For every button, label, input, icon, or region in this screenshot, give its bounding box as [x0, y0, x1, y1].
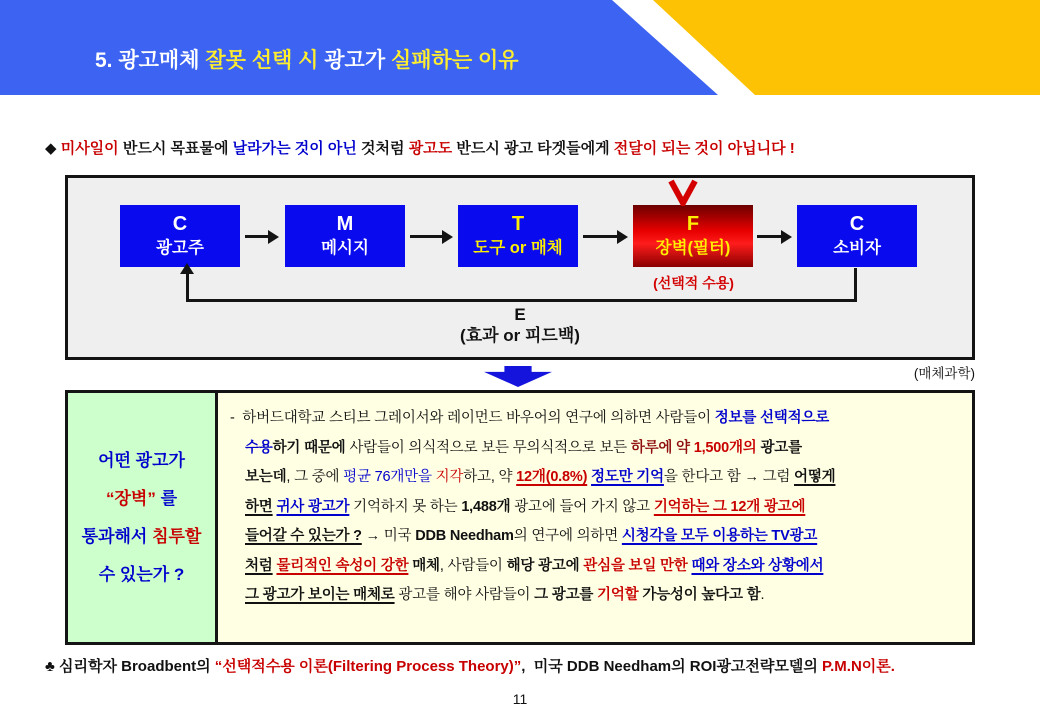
text-segment: 정보를 선택적으로: [714, 410, 830, 426]
text-segment: 어떻게: [794, 469, 836, 485]
diagram-box-message: [285, 205, 405, 267]
text-segment: 1,500개의: [693, 439, 757, 456]
explanation-line: [230, 522, 966, 552]
box-label: 도구 or 매체: [473, 239, 563, 257]
feedback-line: [186, 273, 189, 300]
flow-diagram: [65, 175, 975, 360]
diagram-box-filter: [633, 205, 753, 267]
question-line: [82, 518, 202, 556]
media-science-note: (매체과학): [913, 366, 975, 381]
text-segment: ♣ 심리학자 Broadbent의: [45, 658, 215, 675]
explanation-line: [230, 581, 966, 611]
text-segment: 들어갈 수 있는가 ?: [245, 528, 362, 544]
explanation-line: [230, 552, 966, 582]
text-segment: 잘못 선택 시: [205, 49, 319, 73]
text-segment: 반드시 목표물에: [118, 140, 233, 157]
feedback-line: [186, 299, 857, 302]
text-segment: - 하버드대학교 스티브 그레이서와 레이먼드 바우어의 연구에 의하면 사람들이: [230, 410, 715, 426]
text-segment: 매체: [412, 557, 440, 574]
slide-title: [95, 44, 519, 74]
page-number: 11: [512, 691, 528, 707]
text-segment: 지각: [435, 469, 464, 485]
text-segment: “장벽”: [105, 488, 161, 508]
text-segment: 광고가: [318, 49, 391, 73]
text-segment: 하루에 약: [630, 439, 690, 456]
text-segment: 사람들이 의식적으로 보든 무의식적으로 보든: [345, 439, 631, 456]
question-line: [98, 442, 185, 480]
text-segment: 실패하는 이유: [390, 49, 519, 73]
flow-arrow-icon: [583, 235, 618, 238]
box-letter: F: [686, 213, 700, 235]
text-segment: 12개(0.8%): [516, 469, 588, 485]
text-segment: 의 연구에 의하면: [513, 528, 622, 544]
question-line: [99, 556, 185, 594]
text-segment: 평균 76개만을: [343, 469, 432, 485]
text-segment: 귀사 광고가: [276, 498, 350, 515]
text-segment: 하면: [245, 498, 273, 515]
explanation-line: [230, 404, 966, 434]
text-segment: 광고도: [408, 140, 453, 157]
text-segment: 반드시 광고 타겟들에게: [452, 140, 614, 157]
text-segment: 미사일이: [60, 140, 119, 157]
feedback-caption: (효과 or 피드백): [460, 326, 580, 345]
text-segment: ◆: [45, 140, 61, 157]
text-segment: , 그 중에: [286, 469, 344, 485]
feedback-label: [420, 304, 620, 346]
box-letter: C: [849, 213, 865, 235]
filter-subtitle: (선택적 수용): [653, 275, 734, 291]
text-segment: 광고를: [756, 439, 802, 456]
diagram-box-advertiser: [120, 205, 240, 267]
down-arrow-icon: [484, 366, 552, 387]
header-banner: [0, 0, 1040, 95]
text-segment: DDB Needham: [415, 528, 514, 544]
text-segment: 시청각을 모두 이용하는 TV광고: [621, 528, 818, 544]
text-segment: 기억하지 못 하는: [349, 498, 462, 515]
text-segment: 물리적인 속성이 강한: [276, 557, 409, 574]
box-label: 메시지: [321, 239, 369, 257]
text-segment: .: [760, 587, 765, 603]
text-segment: P.M.N이론.: [822, 658, 895, 675]
text-segment: 을 한다고 함 → 그럼: [663, 469, 795, 485]
text-segment: 해당 광고에: [506, 557, 580, 574]
text-segment: 정도만 기억: [591, 469, 664, 485]
text-segment: 수용: [245, 439, 273, 456]
box-label: 광고주: [156, 239, 204, 257]
text-segment: 기억하는 그 12개 광고에: [653, 498, 806, 515]
text-segment: 수 있는가 ?: [98, 564, 185, 584]
flow-arrow-icon: [410, 235, 443, 238]
text-segment: 광고를 해야 사람들이: [394, 587, 535, 603]
text-segment: 침투할: [152, 526, 202, 546]
box-letter: T: [511, 213, 525, 235]
explanation-line: [230, 463, 966, 493]
red-chevron-icon: [668, 179, 698, 206]
box-letter: C: [172, 213, 188, 235]
explanation-panel: [65, 390, 975, 645]
text-segment: 광고에 들어 가지 않고: [510, 498, 654, 515]
text-segment: 통과해서: [81, 526, 153, 546]
explanation-cell: [218, 393, 972, 642]
text-segment: 그 광고를: [534, 587, 594, 603]
feedback-letter: E: [514, 305, 526, 324]
diagram-box-tool-media: [458, 205, 578, 267]
flow-arrow-icon: [757, 235, 782, 238]
text-segment: 하고, 약: [463, 469, 517, 485]
flow-arrow-icon: [245, 235, 269, 238]
text-segment: 를: [160, 488, 177, 508]
intro-statement: [45, 137, 795, 158]
text-segment: 때와 장소와 상황에서: [691, 557, 824, 574]
text-segment: , 미국 DDB Needham의 ROI광고전략모델의: [521, 658, 823, 675]
text-segment: , 사람들이: [439, 557, 507, 574]
explanation-line: [230, 434, 966, 464]
explanation-line: [230, 493, 966, 523]
box-label: 소비자: [833, 239, 881, 257]
text-segment: 관심을 보일 만한: [583, 557, 688, 574]
text-segment: → 미국: [361, 528, 416, 544]
text-segment: 가능성이 높다고 함: [642, 587, 761, 603]
text-segment: 기억할: [597, 587, 639, 603]
question-line: [106, 480, 177, 518]
text-segment: 것처럼: [356, 140, 409, 157]
footnote: [45, 655, 895, 676]
text-segment: 보는데: [245, 469, 287, 485]
box-label: 장벽(필터): [655, 239, 731, 257]
text-segment: 5. 광고매체: [95, 49, 206, 73]
text-segment: 어떤 광고가: [98, 450, 185, 470]
diagram-box-consumer: [797, 205, 917, 267]
text-segment: 처럼: [245, 557, 273, 574]
text-segment: 그 광고가 보이는 매체로: [245, 587, 395, 603]
feedback-arrowhead-icon: [180, 263, 194, 274]
feedback-line: [854, 268, 857, 301]
text-segment: 하기 때문에: [272, 439, 346, 456]
text-segment: 날라가는 것이 아닌: [232, 140, 357, 157]
text-segment: “선택적수용 이론(Filtering Process Theory)”: [214, 658, 522, 675]
text-segment: 1,488개: [461, 498, 511, 515]
text-segment: 전달이 되는 것이 아닙니다 !: [613, 140, 795, 157]
question-cell: [68, 393, 218, 642]
box-letter: M: [336, 213, 354, 235]
